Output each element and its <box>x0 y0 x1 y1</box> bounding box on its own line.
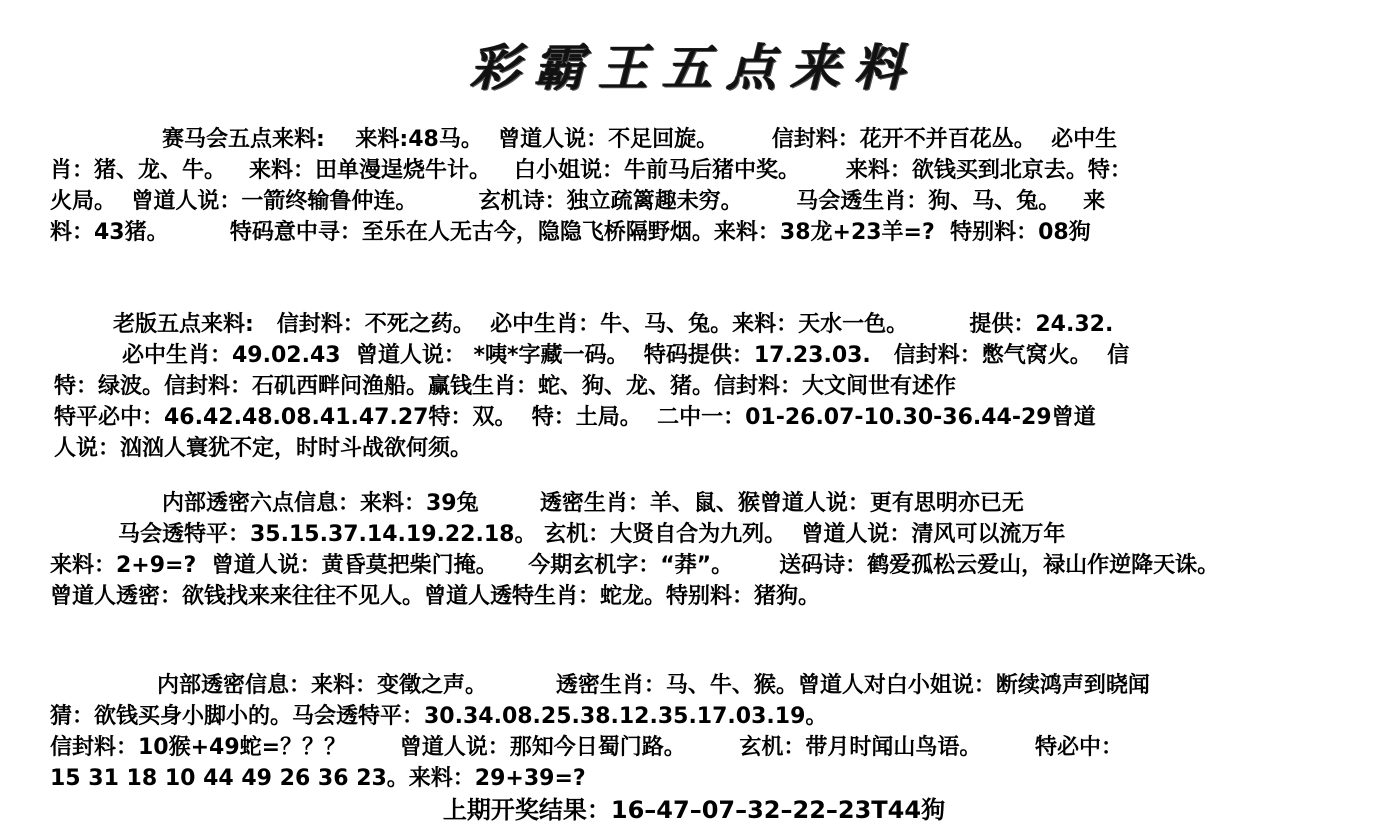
text-line: 来料：2+9=? 曾道人说：黄昏莫把柴门掩。 今期玄机字：“莽”。 送码诗：鹤爱孤松云爱山，禄山作逆降天诛。 <box>50 553 1220 578</box>
text-line: 猜：欲钱买身小脚小的。马会透特平：30.34.08.25.38.12.35.17.03.19。 <box>50 704 828 729</box>
text-line: 曾道人透密：欲钱找来来往往不见人。曾道人透特生肖：蛇龙。特别料：猪狗。 <box>50 584 821 609</box>
text-line: 内部透密信息：来料：变徵之声。 透密生肖：马、牛、猴。曾道人对白小姐说：断续鸿声到晓闻 <box>157 673 1150 698</box>
page-title: 彩霸王五点来料 <box>470 38 918 97</box>
text-line: 特：绿波。信封料：石矶西畔问渔船。赢钱生肖：蛇、狗、龙、猪。信封料：大文间世有述作 <box>54 374 957 399</box>
text-line: 马会透特平：35.15.37.14.19.22.18。 玄机：大贤自合为九列。 曾道人说：清风可以流万年 <box>118 522 1066 547</box>
text-line: 料：43猪。 特码意中寻：至乐在人无古今，隐隐飞桥隔野烟。来料：38龙+23羊=? 特别料：08狗 <box>50 220 1091 245</box>
text-line: 肖：猪、龙、牛。 来料：田单漫逞烧牛计。 白小姐说：牛前马后猪中奖。 来料：欲钱买到北京去。特： <box>50 158 1132 183</box>
text-line: 15 31 18 10 44 49 26 36 23。来料：29+39=? <box>50 766 586 791</box>
previous-result: 上期开奖结果：16–47–07–32–22–23T44狗 <box>442 796 946 824</box>
text-line: 老版五点来料: 信封料：不死之药。 必中生肖：牛、马、兔。来料：天水一色。 提供：24.32. <box>113 312 1114 337</box>
text-line: 信封料：10猴+49蛇=？？？ 曾道人说：那知今日蜀门路。 玄机：带月时闻山鸟语。 特必中： <box>50 735 1123 760</box>
text-line: 必中生肖：49.02.43 曾道人说： *咦*字藏一码。 特码提供：17.23.03. 信封料：憋气窝火。 信 <box>122 343 1130 368</box>
text-line: 火局。 曾道人说：一箭终输鲁仲连。 玄机诗：独立疏篱趣未穷。 马会透生肖：狗、马、兔。 来 <box>50 189 1106 214</box>
text-line: 特平必中：46.42.48.08.41.47.27特：双。 特：土局。 二中一：01-26.07-10.30-36.44-29曾道 <box>54 405 1096 430</box>
text-line: 内部透密六点信息：来料：39兔 透密生肖：羊、鼠、猴曾道人说：更有思明亦已无 <box>162 491 1024 516</box>
text-line: 人说：汹汹人寰犹不定，时时斗战欲何须。 <box>54 436 473 461</box>
text-line: 赛马会五点来料: 来料:48马。 曾道人说：不足回旋。 信封料：花开不并百花丛。 必中生 <box>162 127 1118 152</box>
